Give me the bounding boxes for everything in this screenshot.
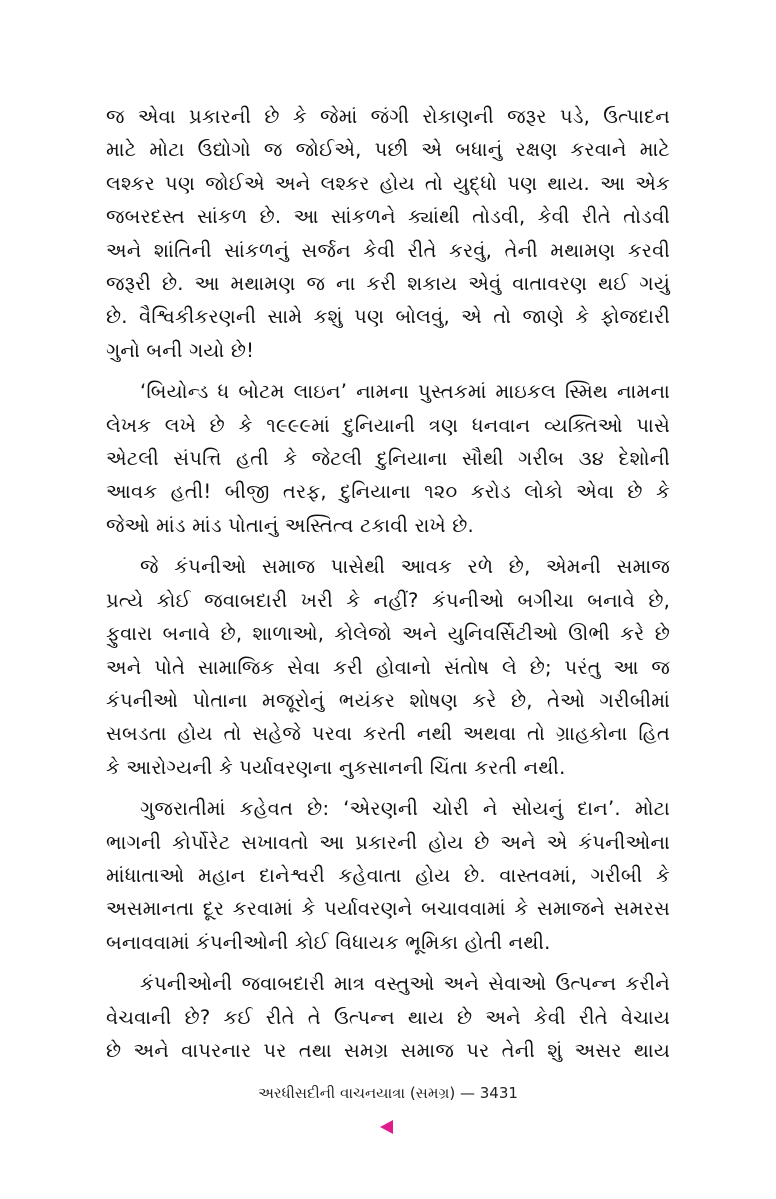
text-line: છે અને વાપરનાર પર તથા સમગ્ર સમાજ પર તેની શું અસર થાય: [106, 1038, 670, 1062]
text-line: કંપનીઓ પોતાના મજૂરોનું ભયંકર શોષણ કરે છે, તેઓ ગરીબીમાં: [106, 688, 670, 712]
paragraph: [106, 100, 670, 367]
text-line: ગુજરાતીમાં કહેવત છે: ‘એરણની ચોરી ને સોયનું દાન’. મોટા: [140, 797, 670, 821]
text-line: લેખક લખે છે કે ૧૯૯૯માં દુનિયાની ત્રણ ધનવાન વ્યક્તિઓ પાસે: [106, 413, 670, 437]
text-line: જબરદસ્ત સાંકળ છે. આ સાંકળને ક્યાંથી તોડવી, કેવી રીતે તોડવી: [106, 205, 670, 229]
text-line: જ એવા પ્રકારની છે કે જેમાં જંગી રોકાણની જરૂર પડે, ઉત્પાદન: [106, 105, 670, 128]
text-line: અસમાનતા દૂર કરવામાં કે પર્યાવરણને બચાવવામાં કે સમાજને સમરસ: [106, 897, 670, 921]
text-line: જે કંપનીઓ સમાજ પાસેથી આવક રળે છે, એમની સમાજ: [140, 555, 670, 579]
text-line: જેઓ માંડ માંડ પોતાનું અસ્તિત્વ ટકાવી રાખે છે.: [106, 513, 474, 537]
text-line: ‘બિયોન્ડ ધ બોટમ લાઇન’ નામના પુસ્તકમાં માઇકલ સ્મિથ નામના: [140, 380, 670, 404]
text-line: છે. વૈશ્વિકીકરણની સામે કશું પણ બોલવું, એ તો જાણે કે ફોજદારી: [106, 305, 670, 329]
previous-page-arrow-icon[interactable]: [380, 1120, 393, 1134]
paragraph: [106, 550, 670, 784]
text-line: આવક હતી! બીજી તરફ, દુનિયાના ૧૨૦ કરોડ લોકો એવા છે કે: [106, 480, 670, 504]
text-line: વેચવાની છે? કઈ રીતે તે ઉત્પન્ન થાય છે અને કેવી રીતે વેચાય: [106, 1005, 670, 1029]
text-line: અને શાંતિની સાંકળનું સર્જન કેવી રીતે કરવું, તેની મથામણ કરવી: [106, 238, 670, 262]
text-line: ગુનો બની ગયો છે!: [106, 338, 255, 362]
text-line: સબડતા હોય તો સહેજે પરવા કરતી નથી અથવા તો ગ્રાહકોના હિત: [106, 722, 670, 746]
text-line: માંધાતાઓ મહાન દાનેશ્વરી કહેવાતા હોય છે. વાસ્તવમાં, ગરીબી કે: [106, 863, 670, 887]
text-line: અને પોતે સામાજિક સેવા કરી હોવાનો સંતોષ લે છે; પરંતુ આ જ: [106, 655, 670, 679]
text-line: જરૂરી છે. આ મથામણ જ ના કરી શકાય એવું વાતાવરણ થઈ ગયું: [106, 272, 670, 296]
page-body: [106, 100, 670, 1067]
page-footer: અરધીસદીની વાચનયાત્રા (સમગ્ર) — 3431: [258, 1084, 518, 1102]
text-line: માટે મોટા ઉદ્યોગો જ જોઈએ, પછી એ બધાનું રક્ષણ કરવાને માટે: [106, 138, 670, 162]
text-line: કંપનીઓની જવાબદારી માત્ર વસ્તુઓ અને સેવાઓ ઉત્પન્ન કરીને: [140, 972, 670, 996]
text-line: પ્રત્યે કોઈ જવાબદારી ખરી કે નહીં? કંપનીઓ બગીચા બનાવે છે,: [106, 588, 670, 612]
text-line: બનાવવામાં કંપનીઓની કોઈ વિધાયક ભૂમિકા હોતી નથી.: [106, 930, 551, 954]
text-line: કે આરોગ્યની કે પર્યાવરણના નુકસાનની ચિંતા કરતી નથી.: [106, 755, 566, 779]
text-line: ફુવારા બનાવે છે, શાળાઓ, કોલેજો અને યુનિવર્સિટીઓ ઊભી કરે છે: [106, 622, 670, 646]
paragraph: [106, 792, 670, 959]
text-line: લશ્કર પણ જોઈએ અને લશ્કર હોય તો યુદ્ધો પણ થાય. આ એક: [106, 171, 670, 195]
paragraph: [106, 375, 670, 542]
text-line: એટલી સંપત્તિ હતી કે જેટલી દુનિયાના સૌથી ગરીબ ૩૪ દેશોની: [106, 447, 670, 471]
paragraph: [106, 967, 670, 1067]
text-line: ભાગની કોર્પોરેટ સખાવતો આ પ્રકારની હોય છે અને એ કંપનીઓના: [106, 830, 670, 854]
